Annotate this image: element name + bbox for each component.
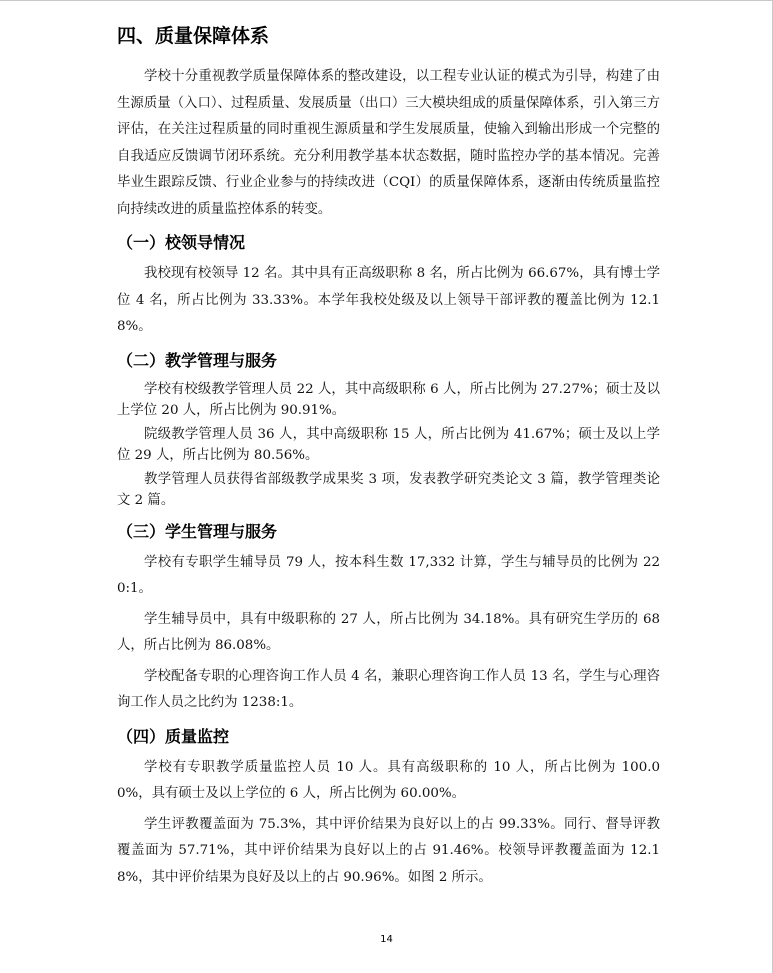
quality-monitoring-paragraph: 学生评教覆盖面为 75.3%，其中评价结果为良好以上的占 99.33%。同行、督导评教覆盖面为 57.71%，其中评价结果为良好以上的占 91.46%。校领导评教覆盖面为 12.18%，其中评价结果为良好及以上的占 90.96%。如图 2 所示。 <box>117 816 660 885</box>
student-management-paragraph: 学生辅导员中，具有中级职称的 27 人，所占比例为 34.18%。具有研究生学历的 68 人，所占比例为 86.08%。 <box>117 611 660 653</box>
subsection-heading-teaching-management: （二）教学管理与服务 <box>117 350 278 370</box>
top-border <box>0 0 773 1</box>
subsection-heading-leadership: （一）校领导情况 <box>117 233 246 252</box>
student-management-paragraph: 学校有专职学生辅导员 79 人，按本科生数 17,332 计算，学生与辅导员的比例为 220:1。 <box>117 554 660 596</box>
subsection-heading-student-management: （三）学生管理与服务 <box>117 521 278 541</box>
section-heading: 四、质量保障体系 <box>117 25 270 47</box>
subsection-heading-quality-monitoring: （四）质量监控 <box>117 726 230 746</box>
leadership-paragraph: 我校现有校领导 12 名。其中具有正高级职称 8 名，所占比例为 66.67%，具有博士学位 4 名，所占比例为 33.33%。本学年我校处级及以上领导干部评教的覆盖比例为 12.18%。 <box>117 266 660 334</box>
page-number: 14 <box>380 934 393 945</box>
student-management-paragraph: 学校配备专职的心理咨询工作人员 4 名，兼职心理咨询工作人员 13 名，学生与心理咨询工作人员之比约为 1238:1。 <box>117 668 660 710</box>
quality-monitoring-paragraph: 学校有专职教学质量监控人员 10 人。具有高级职称的 10 人，所占比例为 100.00%，具有硕士及以上学位的 6 人，所占比例为 60.00%。 <box>117 759 660 801</box>
teaching-management-paragraph: 教学管理人员获得省部级教学成果奖 3 项，发表教学研究类论文 3 篇，教学管理类论文 2 篇。 <box>117 471 660 508</box>
teaching-management-paragraph: 院级教学管理人员 36 人，其中高级职称 15 人，所占比例为 41.67%；硕士及以上学位 29 人，所占比例为 80.56%。 <box>117 426 660 463</box>
teaching-management-paragraph: 学校有校级教学管理人员 22 人，其中高级职称 6 人，所占比例为 27.27%；硕士及以上学位 20 人，所占比例为 90.91%。 <box>117 381 660 418</box>
document-page <box>117 22 660 895</box>
intro-paragraph: 学校十分重视教学质量保障体系的整改建设，以工程专业认证的模式为引导，构建了由生源质量（入口）、过程质量、发展质量（出口）三大模块组成的质量保障体系，引入第三方评估，在关注过程质量的同时重视生源质量和学生发展质量，使输入到输出形成一个完整的自我适应反馈调节闭环系统。充分利用教学基本状态数据，随时监控办学的基本情况。完善毕业生跟踪反馈、行业企业参与的持续改进（CQI）的质量保障体系，逐渐由传统质量监控向持续改进的质量监控体系的转变。 <box>117 69 660 217</box>
